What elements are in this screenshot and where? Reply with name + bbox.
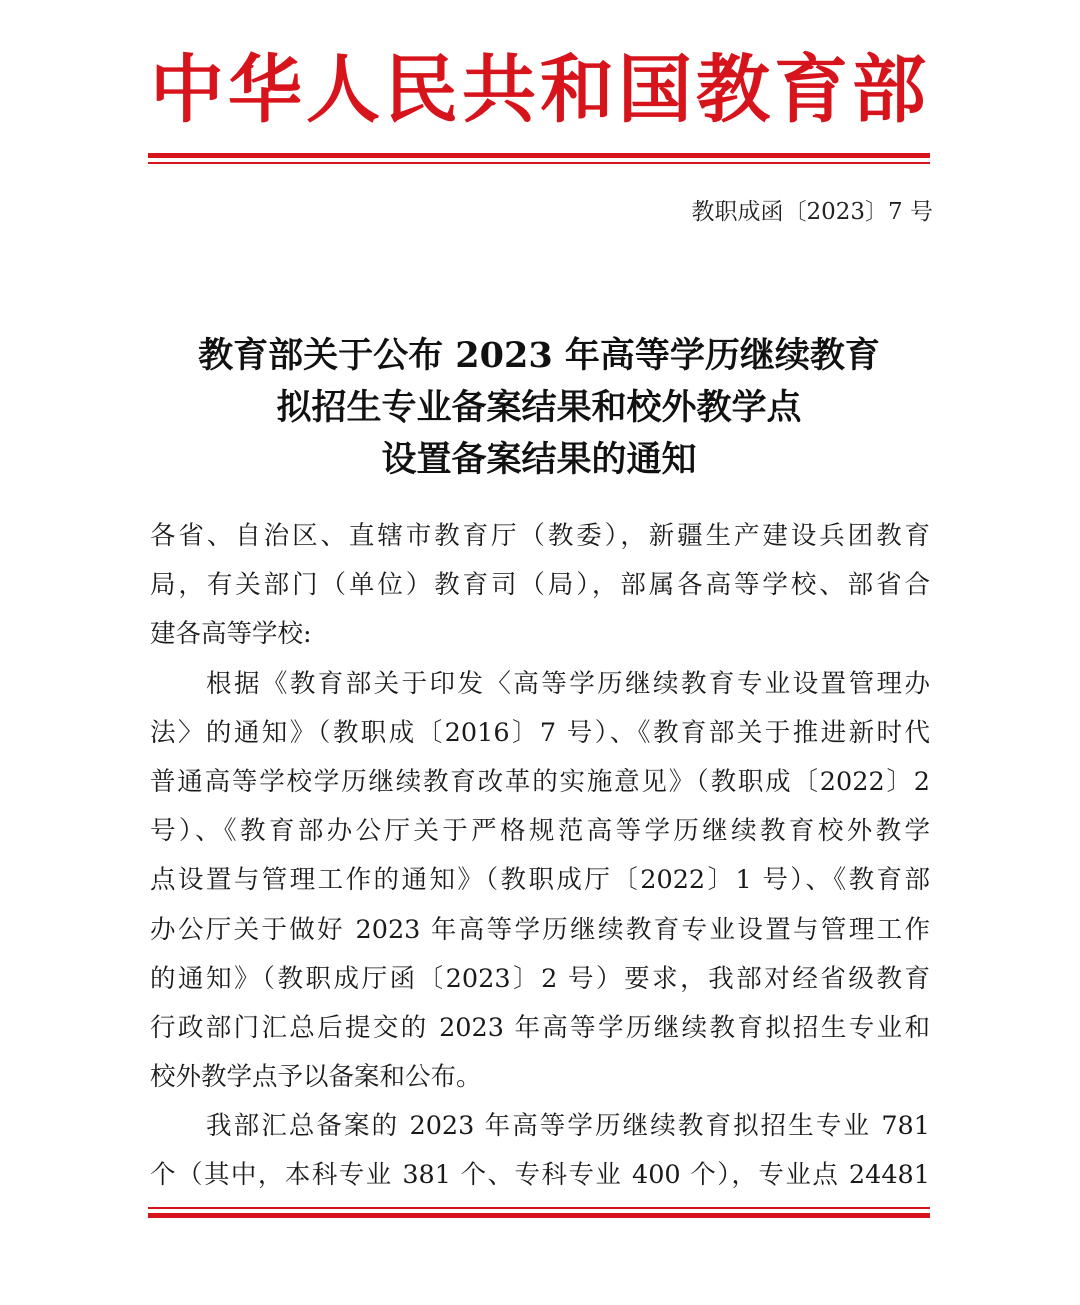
- body-line: 法〉的通知》（教职成〔2016〕7 号）、《教育部关于推进新时代: [150, 717, 930, 748]
- body-line: 各省、自治区、直辖市教育厅（教委），新疆生产建设兵团教育: [150, 521, 930, 551]
- body-line: 个（其中，本科专业 381 个、专科专业 400 个），专业点 24481: [150, 1160, 930, 1191]
- document-number: 教职成函〔2023〕7 号: [691, 199, 933, 225]
- title-line-2: 拟招生专业备案结果和校外教学点: [276, 387, 802, 428]
- title-line-3: 设置备案结果的通知: [381, 439, 697, 480]
- document-title: [148, 330, 930, 486]
- ministry-masthead: 中华人民共和国教育部: [150, 47, 930, 133]
- footer-rule-thin: [148, 1207, 930, 1209]
- body-line: 根据《教育部关于印发〈高等学历继续教育专业设置管理办: [206, 668, 930, 699]
- body-line: 号）、《教育部办公厅关于严格规范高等学历继续教育校外教学: [150, 816, 930, 847]
- title-line-1: 教育部关于公布 2023 年高等学历继续教育: [198, 335, 880, 376]
- body-line: 办公厅关于做好 2023 年高等学历继续教育专业设置与管理工作: [150, 914, 930, 945]
- document-body: [150, 512, 930, 1201]
- body-line: 校外教学点予以备案和公布。: [150, 1062, 482, 1093]
- body-line: 我部汇总备案的 2023 年高等学历继续教育拟招生专业 781: [206, 1111, 930, 1142]
- body-line: 普通高等学校学历继续教育改革的实施意见》（教职成〔2022〕2: [150, 766, 930, 797]
- masthead-rule-thick: [148, 153, 930, 158]
- body-line: 局，有关部门（单位）教育司（局），部属各高等学校、部省合: [150, 570, 930, 601]
- footer-rule-thick: [148, 1213, 930, 1218]
- body-line: 建各高等学校:: [150, 619, 312, 650]
- body-line: 点设置与管理工作的通知》（教职成厅〔2022〕1 号）、《教育部: [150, 865, 930, 896]
- body-line: 行政部门汇总后提交的 2023 年高等学历继续教育拟招生专业和: [150, 1012, 930, 1043]
- masthead-rule-thin: [148, 162, 930, 164]
- body-line: 的通知》（教职成厅函〔2023〕2 号）要求，我部对经省级教育: [150, 963, 930, 994]
